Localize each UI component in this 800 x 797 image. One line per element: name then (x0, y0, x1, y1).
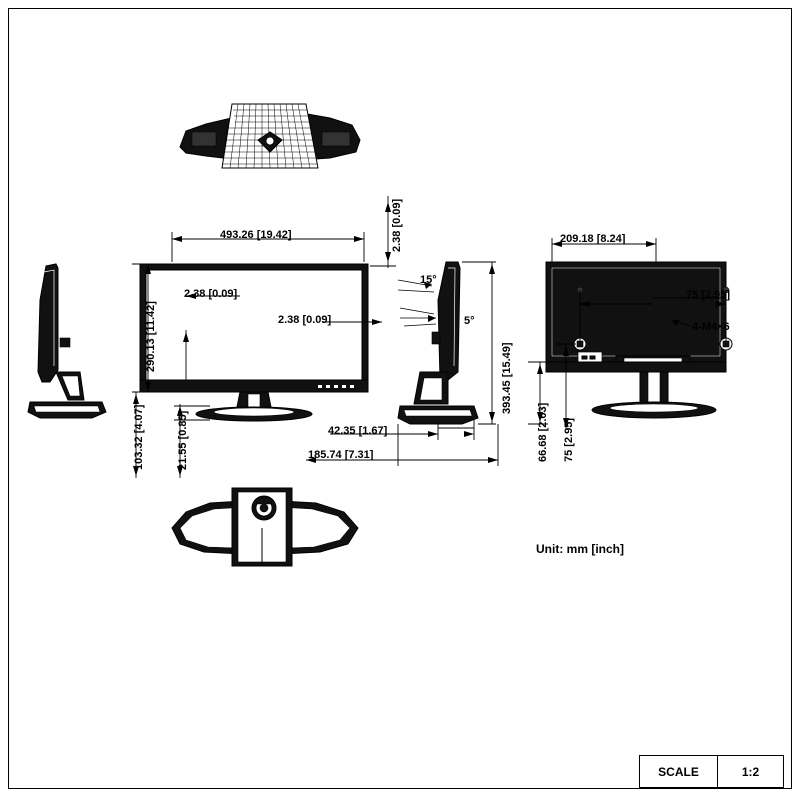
dimension-bezel-top: 2.38 [0.09] (391, 198, 403, 252)
label-vesa-screws: 4-M4×6 (692, 321, 730, 333)
dimension-stand-clearance: 103.32 [4.07] (133, 404, 145, 470)
dimension-bezel-left: 2.38 [0.09] (184, 288, 238, 300)
dimension-base-thickness: 21.55 [0.85] (177, 410, 189, 470)
dimension-total-height: 393.45 [15.49] (501, 342, 513, 414)
front-view-geometry (140, 264, 368, 421)
dimension-tilt-forward: 5° (464, 315, 475, 327)
dimension-front-width: 493.26 [19.42] (220, 229, 292, 241)
dimension-vesa-vertical: 75 [2.95] (563, 417, 575, 462)
dimension-vesa-horizontal: 75 [2.95] (686, 289, 731, 301)
right-side-view-geometry (398, 262, 478, 424)
scale-value: 1:2 (741, 764, 760, 779)
top-view-rear-geometry (180, 104, 360, 168)
dimension-depth-panel: 42.35 [1.67] (328, 425, 388, 437)
dimension-rear-height: 66.68 [2.63] (537, 402, 549, 462)
dimension-bezel-inner: 2.38 [0.09] (278, 314, 332, 326)
bottom-view-geometry (172, 488, 358, 566)
rear-view-geometry (546, 262, 732, 418)
dimension-depth-base: 185.74 [7.31] (308, 449, 374, 461)
dimension-screen-height: 290.13 [11.42] (145, 301, 157, 372)
dimension-rear-width: 209.18 [8.24] (560, 233, 626, 245)
dimension-tilt-back: 15° (420, 274, 437, 286)
scale-label: SCALE (640, 756, 718, 787)
unit-note: Unit: mm [inch] (536, 542, 624, 556)
left-side-view-geometry (28, 264, 106, 418)
title-block (639, 755, 784, 788)
